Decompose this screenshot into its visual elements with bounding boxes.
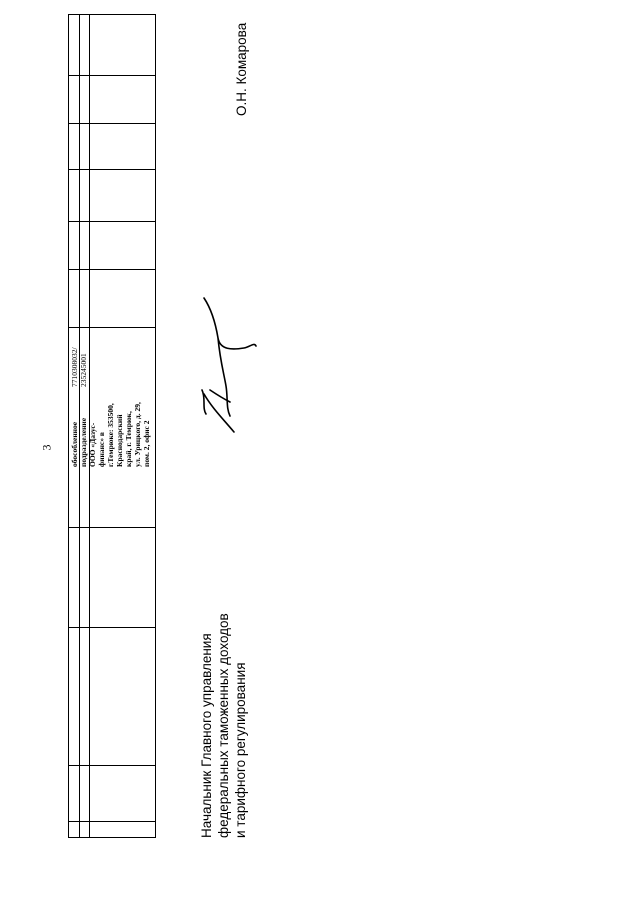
table-divider	[69, 169, 155, 170]
table-divider	[69, 221, 155, 222]
table-divider	[69, 269, 155, 270]
table-cell-line: пом. 2, офис 2	[142, 420, 151, 467]
table-divider	[69, 327, 155, 328]
signatory-title-line: Начальник Главного управления	[199, 633, 214, 838]
table-cell-line: финанс» в	[97, 432, 106, 467]
table-cell-line: Краснодарский	[115, 414, 124, 467]
table-divider	[69, 765, 155, 766]
table-cell-line: 235245001	[79, 353, 88, 387]
table-divider	[69, 821, 155, 822]
table-cell-line: ООО «Дазус-	[88, 422, 97, 467]
table-divider	[69, 627, 155, 628]
table-cell-line: 7710308032/	[70, 347, 79, 387]
signatory-title-line: федеральных таможенных доходов	[216, 613, 231, 838]
table-cell-line: ул. Урицкого, д. 29,	[133, 402, 142, 467]
signatory-title	[198, 613, 249, 838]
table-divider	[69, 75, 155, 76]
signatory-title-line: и тарифного регулирования	[233, 662, 248, 838]
table-cell-line: обособленное	[70, 421, 79, 467]
table-divider	[69, 527, 155, 528]
table-divider	[69, 123, 155, 124]
page-number: 3	[39, 444, 54, 451]
table-cell-line: край, г. Темрюк,	[124, 411, 133, 467]
handwritten-signature	[190, 290, 260, 440]
table-cell-line: подразделение	[79, 417, 88, 467]
table-cell-line: г.Темрюке: 353500,	[106, 403, 115, 467]
signatory-name: О.Н. Комарова	[234, 22, 249, 116]
data-table	[68, 14, 156, 838]
